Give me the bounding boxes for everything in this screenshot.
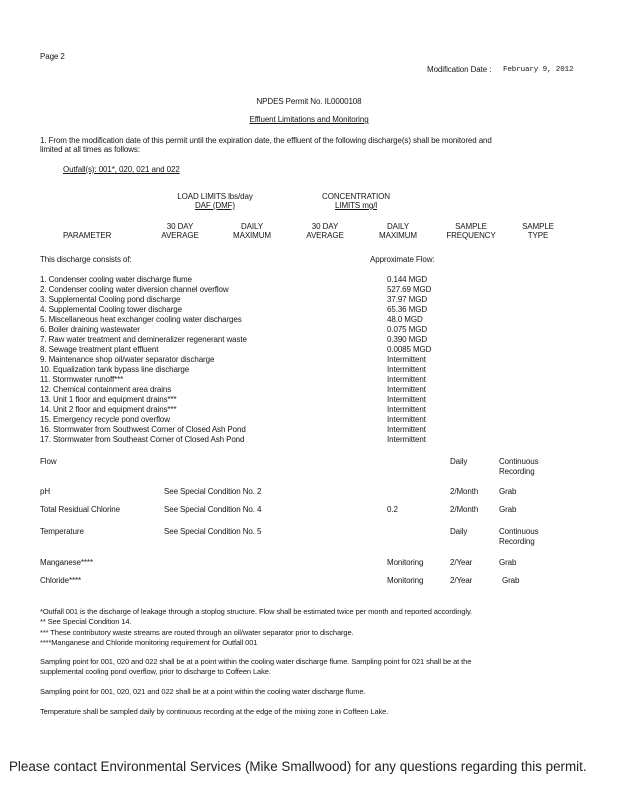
list-item: 8. Sewage treatment plant effluent [40, 345, 159, 354]
concentration-subheading: LIMITS mg/l [334, 201, 378, 210]
list-item: 15. Emergency recycle pond overflow [40, 415, 170, 424]
table-row-frequency: 2/Month [450, 487, 479, 496]
list-item: 6. Boiler draining wastewater [40, 325, 140, 334]
table-row-concentration: 0.2 [387, 505, 398, 514]
list-item: 12. Chemical containment area drains [40, 385, 172, 394]
approx-flow-label: Approximate Flow: [370, 255, 435, 264]
footnote: ** See Special Condition 14. [40, 617, 132, 626]
list-item-flow: Intermittent [387, 425, 426, 434]
list-item-flow: 0.075 MGD [387, 325, 428, 334]
table-row-type: Grab [499, 558, 517, 567]
list-item: 16. Stormwater from Southwest Corner of Closed Ash Pond [40, 425, 246, 434]
column-header-load-30day-l2: AVERAGE [161, 231, 199, 240]
table-row-condition: See Special Condition No. 4 [164, 505, 262, 514]
intro-line-2: limited at all times as follows: [40, 145, 140, 154]
column-header-parameter: PARAMETER [63, 231, 112, 240]
contact-note: Please contact Environmental Services (Mike Smallwood) for any questions regarding this permit. [9, 759, 587, 774]
column-header-type-l1: SAMPLE [522, 222, 554, 231]
table-row-type: Grab [499, 505, 517, 514]
sampling-note-1-line-1: Sampling point for 001, 020 and 022 shall be at a point within the cooling water discharge flume. Sampling point for 021 shall be at the [40, 657, 472, 666]
table-row-condition: See Special Condition No. 2 [164, 487, 262, 496]
table-row-type-line2: Recording [499, 537, 535, 546]
table-row-frequency: 2/Year [450, 576, 473, 585]
table-row-type: Grab [499, 487, 517, 496]
column-header-type-l2: TYPE [527, 231, 549, 240]
table-row-parameter: Flow [40, 457, 57, 466]
list-item-flow: Intermittent [387, 365, 426, 374]
column-header-load-daily-l1: DAILY [240, 222, 264, 231]
list-item: 7. Raw water treatment and demineralizer regenerant waste [40, 335, 247, 344]
temperature-note: Temperature shall be sampled daily by continuous recording at the edge of the mixing zone in Coffeen Lake. [40, 707, 389, 716]
list-item-flow: 0.144 MGD [387, 275, 428, 284]
sampling-note-1-line-2: supplemental cooling pond overflow, prior to discharge to Coffeen Lake. [40, 667, 271, 676]
list-item: 11. Stormwater runoff*** [40, 375, 124, 384]
list-item: 9. Maintenance shop oil/water separator discharge [40, 355, 215, 364]
table-row-condition: See Special Condition No. 5 [164, 527, 262, 536]
table-row-type: Continuous [499, 527, 539, 536]
list-item: 14. Unit 2 floor and equipment drains*** [40, 405, 177, 414]
table-row-parameter: Temperature [40, 527, 84, 536]
table-row-parameter: Total Residual Chlorine [40, 505, 120, 514]
column-header-frequency-l1: SAMPLE [455, 222, 487, 231]
list-item-flow: 527.69 MGD [387, 285, 432, 294]
list-item-flow: Intermittent [387, 385, 426, 394]
list-item-flow: Intermittent [387, 405, 426, 414]
table-row-parameter: Chloride**** [40, 576, 82, 585]
modification-date-label: Modification Date : [427, 65, 492, 74]
list-item: 4. Supplemental Cooling tower discharge [40, 305, 182, 314]
column-header-frequency-l2: FREQUENCY [446, 231, 496, 240]
intro-line-1: 1. From the modification date of this permit until the expiration date, the effluent of the following discharge(s) shall be monitored and [40, 136, 492, 145]
column-header-conc-daily-l2: MAXIMUM [379, 231, 417, 240]
load-limits-subheading: DAF (DMF) [195, 201, 235, 210]
table-row-frequency: Daily [450, 457, 468, 466]
list-item-flow: 65.36 MGD [387, 305, 428, 314]
column-header-load-30day-l1: 30 DAY [166, 222, 194, 231]
list-item: 17. Stormwater from Southeast Corner of Closed Ash Pond [40, 435, 245, 444]
column-header-load-daily-l2: MAXIMUM [233, 231, 271, 240]
table-row-type: Continuous [499, 457, 539, 466]
column-header-conc-30day-l2: AVERAGE [306, 231, 344, 240]
list-item-flow: Intermittent [387, 375, 426, 384]
list-item: 3. Supplemental Cooling pond discharge [40, 295, 181, 304]
outfalls-line: Outfall(s): 001*, 020, 021 and 022 [63, 165, 180, 174]
list-item-flow: 0.390 MGD [387, 335, 428, 344]
list-item: 5. Miscellaneous heat exchanger cooling water discharges [40, 315, 242, 324]
table-row-frequency: 2/Month [450, 505, 479, 514]
permit-title: NPDES Permit No. IL0000108 [256, 97, 362, 106]
table-row-type: Grab [502, 576, 520, 585]
list-item-flow: 0.0085 MGD [387, 345, 432, 354]
column-header-conc-30day-l1: 30 DAY [311, 222, 339, 231]
list-item-flow: Intermittent [387, 435, 426, 444]
footnote: *** These contributory waste streams are routed through an oil/water separator prior to discharge. [40, 628, 354, 637]
table-row-frequency: Daily [450, 527, 468, 536]
sampling-note-2: Sampling point for 001, 020, 021 and 022 shall be at a point within the cooling water discharge flume. [40, 687, 366, 696]
list-item: 2. Condenser cooling water diversion channel overflow [40, 285, 229, 294]
table-row-frequency: 2/Year [450, 558, 473, 567]
page-label: Page 2 [40, 52, 65, 61]
table-row-concentration: Monitoring [387, 576, 424, 585]
column-header-conc-daily-l1: DAILY [386, 222, 410, 231]
list-item-flow: 48.0 MGD [387, 315, 423, 324]
table-row-parameter: Manganese**** [40, 558, 93, 567]
list-item-flow: Intermittent [387, 415, 426, 424]
concentration-heading: CONCENTRATION [322, 192, 390, 201]
table-row-type-line2: Recording [499, 467, 535, 476]
list-item-flow: Intermittent [387, 395, 426, 404]
footnote: *Outfall 001 is the discharge of leakage through a stoplog structure. Flow shall be estimated twice per month and reported accordingly. [40, 607, 473, 616]
list-item-flow: Intermittent [387, 355, 426, 364]
list-item: 13. Unit 1 floor and equipment drains*** [40, 395, 177, 404]
table-row-concentration: Monitoring [387, 558, 424, 567]
list-item: 1. Condenser cooling water discharge flume [40, 275, 192, 284]
modification-date-value: February 9, 2012 [503, 66, 574, 74]
list-item: 10. Equalization tank bypass line discharge [40, 365, 190, 374]
table-row-parameter: pH [40, 487, 51, 496]
section-title: Effluent Limitations and Monitoring [249, 115, 369, 124]
load-limits-heading: LOAD LIMITS lbs/day [177, 192, 253, 201]
list-item-flow: 37.97 MGD [387, 295, 428, 304]
discharge-intro: This discharge consists of: [40, 255, 132, 264]
footnote: ****Manganese and Chloride monitoring requirement for Outfall 001 [40, 638, 258, 647]
